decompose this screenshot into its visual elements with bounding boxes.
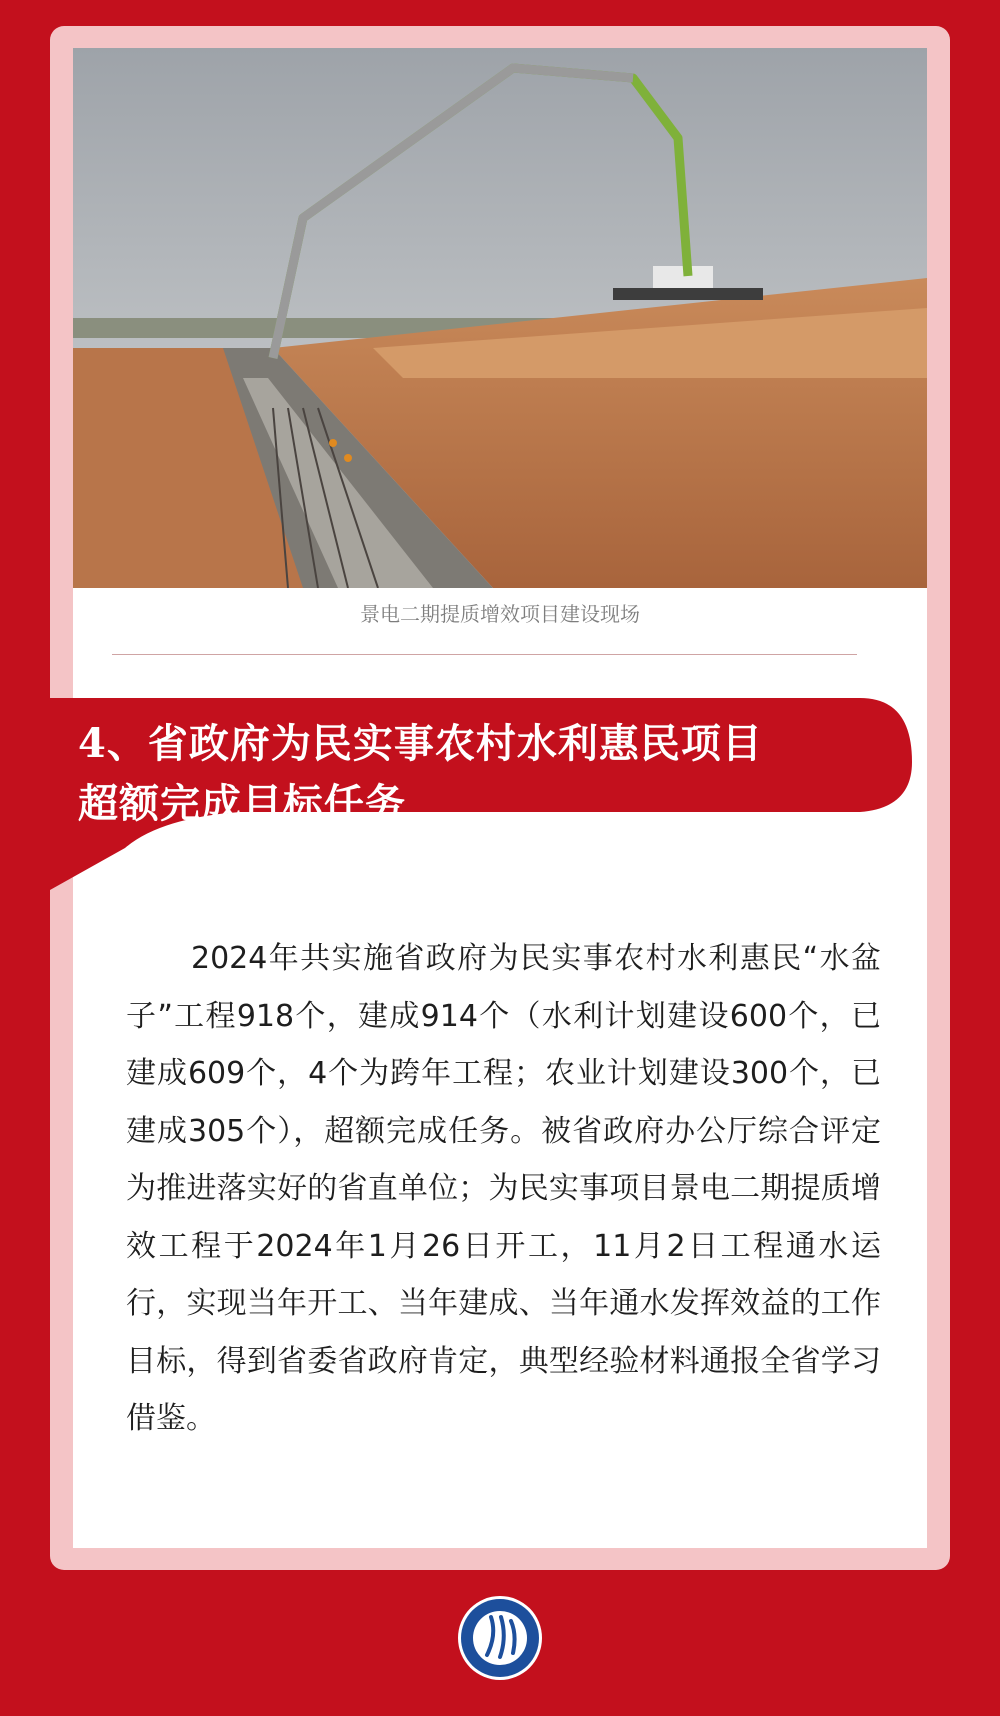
section-heading <box>78 714 908 834</box>
divider <box>112 654 857 655</box>
body-paragraph: 2024年共实施省政府为民实事农村水利惠民“水盆子”工程918个，建成914个（水利计划建设600个，已建成609个，4个为跨年工程；农业计划建设300个，已建成305个），超额完成任务。被省政府办公厅综合评定为推进落实好的省直单位；为民实事项目景电二期提质增效工程于2024年1月26日开工，11月2日工程通水运行，实现当年开工、当年建成、当年通水发挥效益的工作目标，得到省委省政府肯定，典型经验材料通报全省学习借鉴。 <box>126 941 881 1436</box>
photo-caption: 景电二期提质增效项目建设现场 <box>360 602 640 626</box>
construction-site-photo <box>73 48 927 588</box>
section-heading-line2: 超额完成目标任务 <box>78 780 406 827</box>
gansu-water-resources-logo-icon <box>457 1595 543 1681</box>
section-heading-line1: 4、省政府为民实事农村水利惠民项目 <box>78 720 763 767</box>
